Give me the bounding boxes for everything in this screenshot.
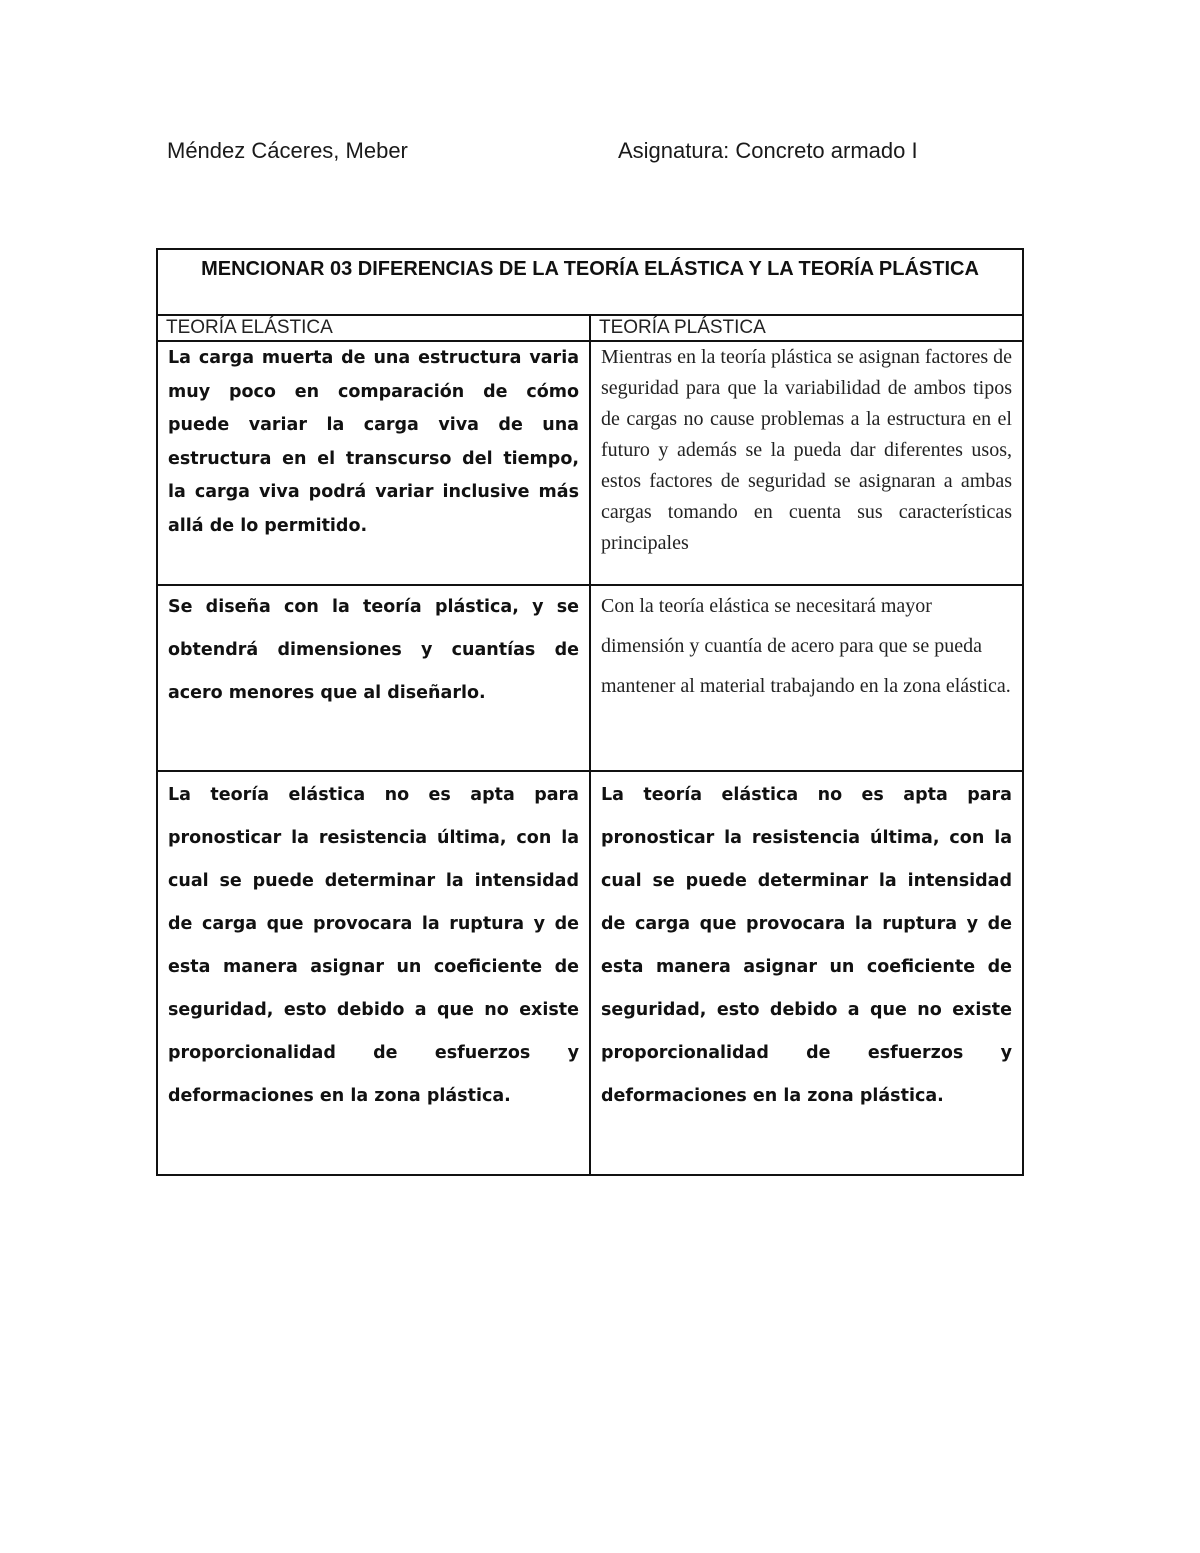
cell-elastica-2: [157, 585, 590, 771]
cell-text: La teoría elástica no es apta para pronosticar la resistencia última, con la cual se puede determinar la intensidad de carga que provocara la ruptura y de esta manera asignar un coeficiente de seguridad, esto debido a que no existe proporcionalidad de esfuerzos y deformaciones en la zona plástica.: [168, 785, 579, 1106]
table-row: [157, 771, 1023, 1175]
cell-plastica-3: [590, 771, 1023, 1175]
column-header-elastica: TEORÍA ELÁSTICA: [157, 315, 590, 341]
subject-label: Asignatura: Concreto armado I: [618, 138, 918, 163]
cell-text: La teoría elástica no es apta para pronosticar la resistencia última, con la cual se puede determinar la intensidad de carga que provocara la ruptura y de esta manera asignar un coeficiente de seguridad, esto debido a que no existe proporcionalidad de esfuerzos y deformaciones en la zona plástica.: [601, 785, 1012, 1106]
cell-text: Mientras en la teoría plástica se asignan factores de seguridad para que la variabilidad de ambos tipos de cargas no cause problemas a la estructura en el futuro y además se la pueda dar diferentes usos, estos factores de seguridad se asignaran a ambas cargas tomando en cuenta sus características principales: [601, 346, 1012, 554]
column-header-row: [157, 315, 1023, 341]
cell-text: La carga muerta de una estructura varia muy poco en comparación de cómo puede variar la carga viva de una estructura en el transcurso del tiempo, la carga viva podrá variar inclusive más allá de lo permitido.: [168, 348, 579, 536]
cell-elastica-3: [157, 771, 590, 1175]
table-row: [157, 585, 1023, 771]
author-name: Méndez Cáceres, Meber: [167, 138, 408, 163]
cell-plastica-2: [590, 585, 1023, 771]
table-row: [157, 341, 1023, 585]
cell-text: Con la teoría elástica se necesitará mayor dimensión y cuantía de acero para que se pueda mantener al material trabajando en la zona elástica.: [601, 595, 1011, 697]
table-title-row: [157, 249, 1023, 315]
cell-text: Se diseña con la teoría plástica, y se obtendrá dimensiones y cuantías de acero menores que al diseñarlo.: [168, 597, 579, 703]
cell-elastica-1: [157, 341, 590, 585]
comparison-table: [156, 248, 1024, 1176]
column-header-plastica: TEORÍA PLÁSTICA: [590, 315, 1023, 341]
table-title: MENCIONAR 03 DIFERENCIAS DE LA TEORÍA ELÁSTICA Y LA TEORÍA PLÁSTICA: [157, 249, 1023, 315]
cell-plastica-1: [590, 341, 1023, 585]
